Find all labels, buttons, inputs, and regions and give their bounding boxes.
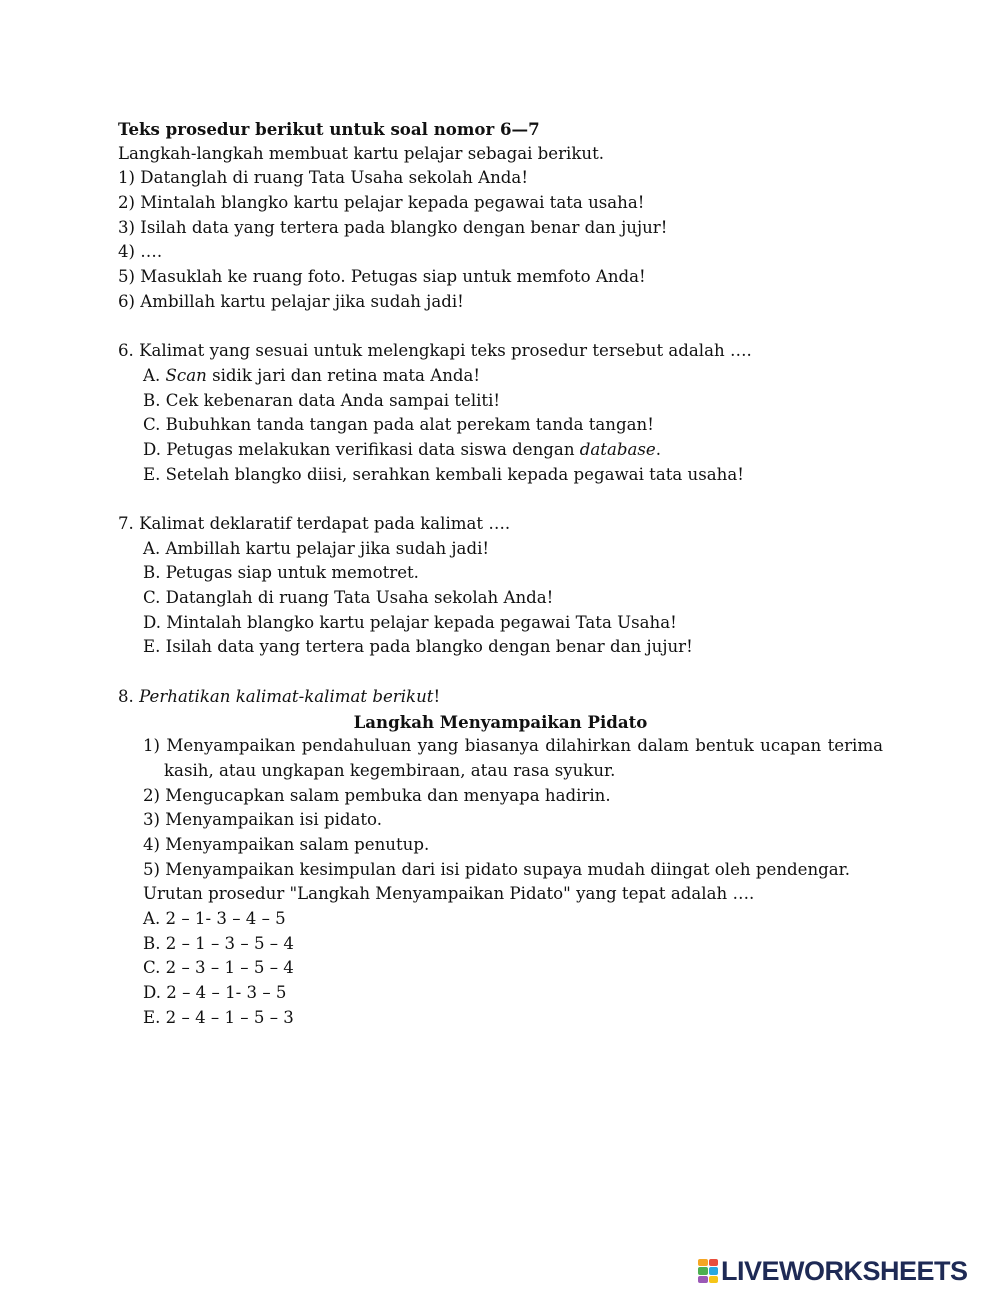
q8-option-c: C. 2 – 3 – 1 – 5 – 4 <box>143 958 294 978</box>
q6-option-d-rest: . <box>655 439 662 459</box>
q7-option-e: E. Isilah data yang tertera pada blangko dengan benar dan jujur! <box>143 637 693 657</box>
question-7: 7. Kalimat deklaratif terdapat pada kalimat …. <box>118 514 511 533</box>
question-6: 6. Kalimat yang sesuai untuk melengkapi teks prosedur tersebut adalah …. <box>118 341 752 361</box>
q8-subtitle: Langkah Menyampaikan Pidato <box>353 711 648 732</box>
q7-option-d: D. Mintalah blangko kartu pelajar kepada pegawai Tata Usaha! <box>143 612 677 632</box>
q6-option-d <box>118 438 883 463</box>
section-lead: Langkah-langkah membuat kartu pelajar sebagai berikut. <box>118 143 605 163</box>
procedure-step: 3) Isilah data yang tertera pada blangko dengan benar dan jujur! <box>118 217 668 237</box>
q8-option-e: E. 2 – 4 – 1 – 5 – 3 <box>143 1007 294 1027</box>
q8-step-3: 3) Menyampaikan isi pidato. <box>143 810 383 830</box>
procedure-step: 1) Datanglah di ruang Tata Usaha sekolah Anda! <box>118 168 528 188</box>
question-8 <box>118 685 883 710</box>
q8-step-2: 2) Mengucapkan salam pembuka dan menyapa hadirin. <box>143 785 611 805</box>
q8-step-1-line-2: kasih, atau ungkapan kegembiraan, atau rasa syukur. <box>164 760 616 780</box>
q8-option-b: B. 2 – 1 – 3 – 5 – 4 <box>143 933 294 953</box>
q6-option-a <box>118 364 883 389</box>
procedure-step: 4) …. <box>118 242 163 262</box>
q7-option-b: B. Petugas siap untuk memotret. <box>143 563 419 583</box>
q8-prompt: Perhatikan kalimat-kalimat berikut <box>139 686 434 706</box>
q7-option-a: A. Ambillah kartu pelajar jika sudah jadi! <box>143 538 490 558</box>
procedure-step: 2) Mintalah blangko kartu pelajar kepada pegawai tata usaha! <box>118 193 645 213</box>
q6-option-d-italic: database <box>579 439 656 459</box>
procedure-step: 5) Masuklah ke ruang foto. Petugas siap untuk memfoto Anda! <box>118 267 646 287</box>
q8-step-5: 5) Menyampaikan kesimpulan dari isi pidato supaya mudah diingat oleh pendengar. <box>143 859 851 879</box>
worksheet-page <box>118 117 883 1030</box>
q6-option-b: B. Cek kebenaran data Anda sampai teliti! <box>143 390 501 410</box>
q6-option-a-italic: Scan <box>165 365 207 385</box>
q8-step-4: 4) Menyampaikan salam penutup. <box>143 834 430 854</box>
q6-option-d-prefix: D. Petugas melakukan verifikasi data siswa dengan <box>143 439 580 459</box>
q6-option-a-rest: sidik jari dan retina mata Anda! <box>206 365 481 385</box>
q6-option-e: E. Setelah blangko diisi, serahkan kembali kepada pegawai tata usaha! <box>143 464 744 484</box>
q8-prompt-end: ! <box>433 686 441 706</box>
q8-option-a: A. 2 – 1- 3 – 4 – 5 <box>143 909 286 928</box>
liveworksheets-logo-text: LIVEWORKSHEETS <box>721 1255 968 1286</box>
q6-option-a-prefix: A. <box>143 365 166 385</box>
q7-option-c: C. Datanglah di ruang Tata Usaha sekolah Anda! <box>143 588 554 608</box>
q8-question: Urutan prosedur "Langkah Menyampaikan Pidato" yang tepat adalah …. <box>143 884 755 904</box>
section-title: Teks prosedur berikut untuk soal nomor 6—7 <box>118 119 540 139</box>
liveworksheets-logo-icon <box>698 1259 718 1283</box>
q6-option-c: C. Bubuhkan tanda tangan pada alat perekam tanda tangan! <box>143 415 654 435</box>
procedure-step: 6) Ambillah kartu pelajar jika sudah jadi! <box>118 291 464 311</box>
q8-number: 8. <box>118 686 140 706</box>
q8-step-1-line-1: 1) Menyampaikan pendahuluan yang biasanya dilahirkan dalam bentuk ucapan terima <box>143 736 883 756</box>
q8-option-d: D. 2 – 4 – 1- 3 – 5 <box>143 983 287 1003</box>
liveworksheets-logo <box>698 1256 968 1286</box>
